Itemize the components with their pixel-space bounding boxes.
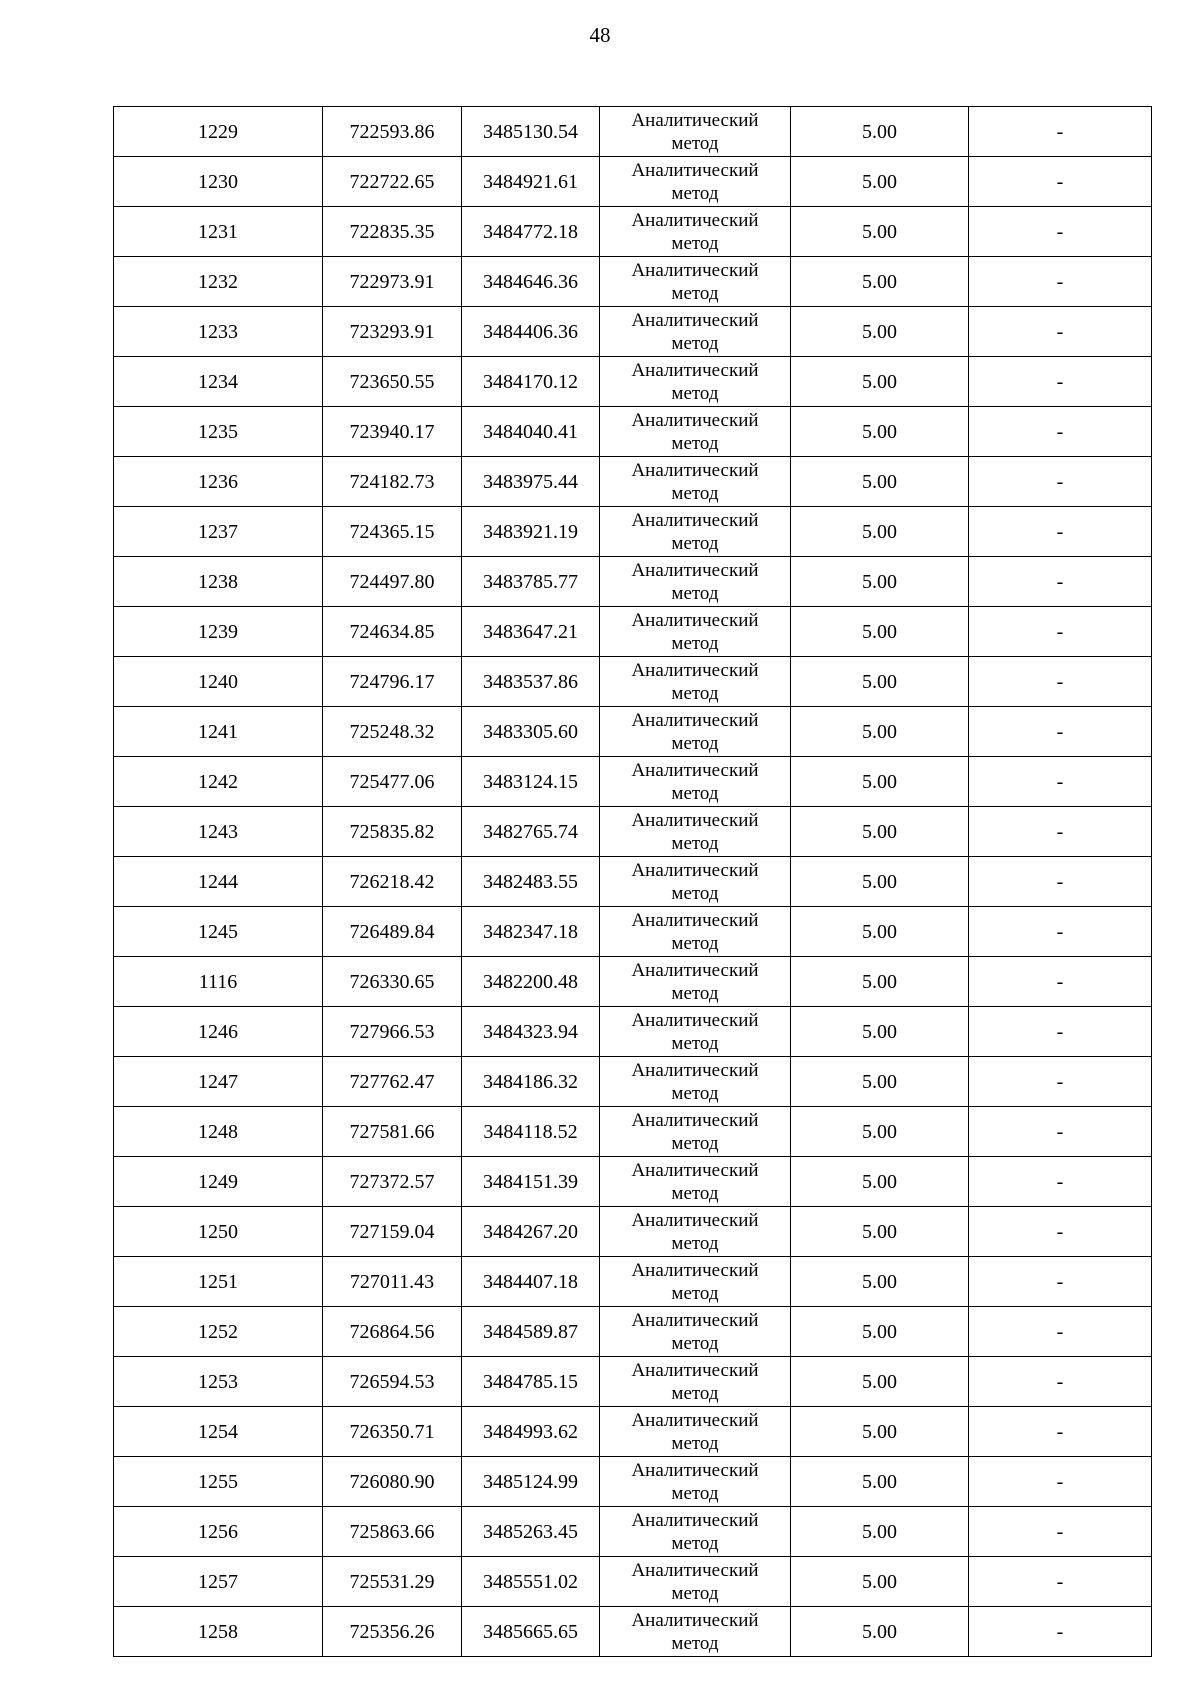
method-cell [600,1207,791,1257]
point-id-cell: 1255 [114,1457,323,1507]
table-row [114,557,1152,607]
method-line-2: метод [671,632,719,654]
table-row [114,1157,1152,1207]
y-coordinate-cell: 3485665.65 [462,1607,600,1657]
table-row [114,507,1152,557]
value-cell: 5.00 [791,257,969,307]
point-id-cell: 1234 [114,357,323,407]
x-coordinate-cell: 727159.04 [323,1207,462,1257]
note-cell: - [969,1557,1152,1607]
x-coordinate-cell: 725863.66 [323,1507,462,1557]
method-cell [600,1507,791,1557]
value-cell: 5.00 [791,307,969,357]
method-cell [600,757,791,807]
x-coordinate-cell: 726080.90 [323,1457,462,1507]
note-cell: - [969,307,1152,357]
x-coordinate-cell: 723940.17 [323,407,462,457]
y-coordinate-cell: 3483921.19 [462,507,600,557]
x-coordinate-cell: 722722.65 [323,157,462,207]
table-row [114,957,1152,1007]
note-cell: - [969,1207,1152,1257]
table-row [114,1357,1152,1407]
table-row [114,1307,1152,1357]
x-coordinate-cell: 726489.84 [323,907,462,957]
method-line-2: метод [671,1532,719,1554]
value-cell: 5.00 [791,407,969,457]
table-row [114,857,1152,907]
table-row [114,1407,1152,1457]
value-cell: 5.00 [791,707,969,757]
method-line-2: метод [671,1582,719,1604]
table-row [114,1607,1152,1657]
method-cell [600,307,791,357]
method-cell [600,107,791,157]
method-line-1: Аналитический [631,759,759,781]
point-id-cell: 1230 [114,157,323,207]
method-line-2: метод [671,732,719,754]
point-id-cell: 1239 [114,607,323,657]
method-cell [600,1457,791,1507]
x-coordinate-cell: 727011.43 [323,1257,462,1307]
value-cell: 5.00 [791,457,969,507]
point-id-cell: 1258 [114,1607,323,1657]
x-coordinate-cell: 725477.06 [323,757,462,807]
point-id-cell: 1245 [114,907,323,957]
x-coordinate-cell: 726864.56 [323,1307,462,1357]
method-cell [600,157,791,207]
value-cell: 5.00 [791,507,969,557]
note-cell: - [969,407,1152,457]
value-cell: 5.00 [791,1207,969,1257]
table-row [114,707,1152,757]
y-coordinate-cell: 3485551.02 [462,1557,600,1607]
x-coordinate-cell: 723650.55 [323,357,462,407]
y-coordinate-cell: 3482347.18 [462,907,600,957]
method-cell [600,807,791,857]
method-line-2: метод [671,482,719,504]
note-cell: - [969,457,1152,507]
method-line-2: метод [671,382,719,404]
table-row [114,307,1152,357]
value-cell: 5.00 [791,757,969,807]
y-coordinate-cell: 3482483.55 [462,857,600,907]
note-cell: - [969,857,1152,907]
method-line-2: метод [671,1482,719,1504]
method-line-2: метод [671,1332,719,1354]
x-coordinate-cell: 725248.32 [323,707,462,757]
x-coordinate-cell: 722835.35 [323,207,462,257]
table-row [114,457,1152,507]
method-line-2: метод [671,1632,719,1654]
y-coordinate-cell: 3485130.54 [462,107,600,157]
note-cell: - [969,657,1152,707]
note-cell: - [969,107,1152,157]
table-row [114,1457,1152,1507]
method-line-1: Аналитический [631,1359,759,1381]
method-line-1: Аналитический [631,159,759,181]
point-id-cell: 1250 [114,1207,323,1257]
note-cell: - [969,607,1152,657]
method-line-2: метод [671,1032,719,1054]
y-coordinate-cell: 3484186.32 [462,1057,600,1107]
point-id-cell: 1229 [114,107,323,157]
y-coordinate-cell: 3484040.41 [462,407,600,457]
y-coordinate-cell: 3483785.77 [462,557,600,607]
x-coordinate-cell: 727372.57 [323,1157,462,1207]
note-cell: - [969,757,1152,807]
method-line-1: Аналитический [631,509,759,531]
y-coordinate-cell: 3485124.99 [462,1457,600,1507]
value-cell: 5.00 [791,1557,969,1607]
y-coordinate-cell: 3483124.15 [462,757,600,807]
table-row [114,657,1152,707]
method-cell [600,507,791,557]
method-line-2: метод [671,1382,719,1404]
table-row [114,407,1152,457]
note-cell: - [969,1057,1152,1107]
point-id-cell: 1242 [114,757,323,807]
y-coordinate-cell: 3484646.36 [462,257,600,307]
note-cell: - [969,1307,1152,1357]
point-id-cell: 1238 [114,557,323,607]
method-line-2: метод [671,432,719,454]
value-cell: 5.00 [791,1407,969,1457]
x-coordinate-cell: 724497.80 [323,557,462,607]
value-cell: 5.00 [791,657,969,707]
note-cell: - [969,357,1152,407]
method-cell [600,1607,791,1657]
y-coordinate-cell: 3484589.87 [462,1307,600,1357]
method-cell [600,1107,791,1157]
method-cell [600,707,791,757]
coordinates-table [113,106,1152,1657]
table-row [114,357,1152,407]
value-cell: 5.00 [791,1307,969,1357]
x-coordinate-cell: 725531.29 [323,1557,462,1607]
method-line-2: метод [671,1432,719,1454]
point-id-cell: 1253 [114,1357,323,1407]
point-id-cell: 1116 [114,957,323,1007]
note-cell: - [969,1107,1152,1157]
table-row [114,907,1152,957]
value-cell: 5.00 [791,1107,969,1157]
y-coordinate-cell: 3484118.52 [462,1107,600,1157]
point-id-cell: 1247 [114,1057,323,1107]
method-line-2: метод [671,1232,719,1254]
method-line-1: Аналитический [631,659,759,681]
method-line-2: метод [671,1182,719,1204]
value-cell: 5.00 [791,1507,969,1557]
method-line-1: Аналитический [631,1409,759,1431]
method-cell [600,1057,791,1107]
method-cell [600,907,791,957]
x-coordinate-cell: 726218.42 [323,857,462,907]
method-line-2: метод [671,682,719,704]
y-coordinate-cell: 3484785.15 [462,1357,600,1407]
note-cell: - [969,1007,1152,1057]
method-line-1: Аналитический [631,1509,759,1531]
method-line-1: Аналитический [631,1259,759,1281]
method-line-2: метод [671,1282,719,1304]
method-line-2: метод [671,1082,719,1104]
method-line-1: Аналитический [631,559,759,581]
method-cell [600,1407,791,1457]
method-line-1: Аналитический [631,859,759,881]
method-line-2: метод [671,232,719,254]
note-cell: - [969,157,1152,207]
y-coordinate-cell: 3483305.60 [462,707,600,757]
point-id-cell: 1241 [114,707,323,757]
point-id-cell: 1232 [114,257,323,307]
table-row [114,1057,1152,1107]
method-line-1: Аналитический [631,1159,759,1181]
y-coordinate-cell: 3483975.44 [462,457,600,507]
note-cell: - [969,507,1152,557]
point-id-cell: 1246 [114,1007,323,1057]
point-id-cell: 1248 [114,1107,323,1157]
value-cell: 5.00 [791,1357,969,1407]
table-row [114,607,1152,657]
y-coordinate-cell: 3484323.94 [462,1007,600,1057]
x-coordinate-cell: 723293.91 [323,307,462,357]
y-coordinate-cell: 3482765.74 [462,807,600,857]
point-id-cell: 1237 [114,507,323,557]
note-cell: - [969,1157,1152,1207]
method-line-1: Аналитический [631,259,759,281]
method-line-2: метод [671,532,719,554]
method-line-1: Аналитический [631,909,759,931]
method-cell [600,1357,791,1407]
point-id-cell: 1256 [114,1507,323,1557]
method-cell [600,457,791,507]
note-cell: - [969,1257,1152,1307]
method-line-1: Аналитический [631,459,759,481]
x-coordinate-cell: 724796.17 [323,657,462,707]
table-row [114,1207,1152,1257]
note-cell: - [969,1607,1152,1657]
table-row [114,257,1152,307]
method-line-1: Аналитический [631,359,759,381]
method-line-1: Аналитический [631,609,759,631]
x-coordinate-cell: 722593.86 [323,107,462,157]
method-cell [600,357,791,407]
table-row [114,207,1152,257]
note-cell: - [969,207,1152,257]
note-cell: - [969,1507,1152,1557]
method-cell [600,857,791,907]
y-coordinate-cell: 3484993.62 [462,1407,600,1457]
x-coordinate-cell: 725356.26 [323,1607,462,1657]
method-line-1: Аналитический [631,1009,759,1031]
method-cell [600,1557,791,1607]
note-cell: - [969,707,1152,757]
method-line-1: Аналитический [631,109,759,131]
value-cell: 5.00 [791,957,969,1007]
method-line-1: Аналитический [631,709,759,731]
y-coordinate-cell: 3483537.86 [462,657,600,707]
table-row [114,107,1152,157]
value-cell: 5.00 [791,357,969,407]
y-coordinate-cell: 3484921.61 [462,157,600,207]
method-cell [600,407,791,457]
value-cell: 5.00 [791,1457,969,1507]
method-line-1: Аналитический [631,1209,759,1231]
y-coordinate-cell: 3483647.21 [462,607,600,657]
method-line-1: Аналитический [631,1609,759,1631]
note-cell: - [969,1457,1152,1507]
note-cell: - [969,907,1152,957]
point-id-cell: 1251 [114,1257,323,1307]
method-cell [600,1157,791,1207]
method-cell [600,1007,791,1057]
point-id-cell: 1249 [114,1157,323,1207]
y-coordinate-cell: 3482200.48 [462,957,600,1007]
method-cell [600,1307,791,1357]
method-cell [600,1257,791,1307]
method-line-2: метод [671,332,719,354]
y-coordinate-cell: 3485263.45 [462,1507,600,1557]
method-line-1: Аналитический [631,1309,759,1331]
y-coordinate-cell: 3484267.20 [462,1207,600,1257]
method-line-1: Аналитический [631,1559,759,1581]
method-line-1: Аналитический [631,409,759,431]
x-coordinate-cell: 727762.47 [323,1057,462,1107]
note-cell: - [969,1407,1152,1457]
table-row [114,1257,1152,1307]
method-line-1: Аналитический [631,1109,759,1131]
method-cell [600,657,791,707]
value-cell: 5.00 [791,157,969,207]
method-cell [600,257,791,307]
method-line-2: метод [671,282,719,304]
table-row [114,1507,1152,1557]
table-body [114,107,1152,1657]
method-line-1: Аналитический [631,959,759,981]
value-cell: 5.00 [791,807,969,857]
x-coordinate-cell: 724182.73 [323,457,462,507]
y-coordinate-cell: 3484407.18 [462,1257,600,1307]
value-cell: 5.00 [791,857,969,907]
method-line-2: метод [671,582,719,604]
point-id-cell: 1243 [114,807,323,857]
method-line-2: метод [671,982,719,1004]
note-cell: - [969,807,1152,857]
method-line-2: метод [671,132,719,154]
value-cell: 5.00 [791,207,969,257]
method-line-2: метод [671,782,719,804]
point-id-cell: 1231 [114,207,323,257]
table-row [114,1557,1152,1607]
point-id-cell: 1235 [114,407,323,457]
x-coordinate-cell: 726350.71 [323,1407,462,1457]
method-line-1: Аналитический [631,1059,759,1081]
note-cell: - [969,1357,1152,1407]
note-cell: - [969,257,1152,307]
note-cell: - [969,557,1152,607]
method-line-2: метод [671,882,719,904]
x-coordinate-cell: 722973.91 [323,257,462,307]
page-number: 48 [589,23,611,47]
x-coordinate-cell: 725835.82 [323,807,462,857]
note-cell: - [969,957,1152,1007]
point-id-cell: 1257 [114,1557,323,1607]
value-cell: 5.00 [791,1007,969,1057]
x-coordinate-cell: 726330.65 [323,957,462,1007]
x-coordinate-cell: 724634.85 [323,607,462,657]
method-cell [600,607,791,657]
point-id-cell: 1233 [114,307,323,357]
method-cell [600,207,791,257]
method-line-2: метод [671,832,719,854]
method-line-1: Аналитический [631,209,759,231]
method-line-1: Аналитический [631,1459,759,1481]
point-id-cell: 1254 [114,1407,323,1457]
y-coordinate-cell: 3484406.36 [462,307,600,357]
method-line-1: Аналитический [631,809,759,831]
value-cell: 5.00 [791,1157,969,1207]
value-cell: 5.00 [791,557,969,607]
y-coordinate-cell: 3484151.39 [462,1157,600,1207]
y-coordinate-cell: 3484170.12 [462,357,600,407]
table-row [114,1007,1152,1057]
value-cell: 5.00 [791,907,969,957]
point-id-cell: 1240 [114,657,323,707]
value-cell: 5.00 [791,607,969,657]
value-cell: 5.00 [791,1057,969,1107]
table-row [114,1107,1152,1157]
x-coordinate-cell: 726594.53 [323,1357,462,1407]
method-line-1: Аналитический [631,309,759,331]
x-coordinate-cell: 727581.66 [323,1107,462,1157]
table-row [114,807,1152,857]
value-cell: 5.00 [791,1257,969,1307]
point-id-cell: 1244 [114,857,323,907]
method-line-2: метод [671,932,719,954]
point-id-cell: 1236 [114,457,323,507]
method-cell [600,557,791,607]
method-cell [600,957,791,1007]
table-row [114,157,1152,207]
table-row [114,757,1152,807]
y-coordinate-cell: 3484772.18 [462,207,600,257]
method-line-2: метод [671,182,719,204]
value-cell: 5.00 [791,107,969,157]
point-id-cell: 1252 [114,1307,323,1357]
x-coordinate-cell: 727966.53 [323,1007,462,1057]
x-coordinate-cell: 724365.15 [323,507,462,557]
method-line-2: метод [671,1132,719,1154]
value-cell: 5.00 [791,1607,969,1657]
